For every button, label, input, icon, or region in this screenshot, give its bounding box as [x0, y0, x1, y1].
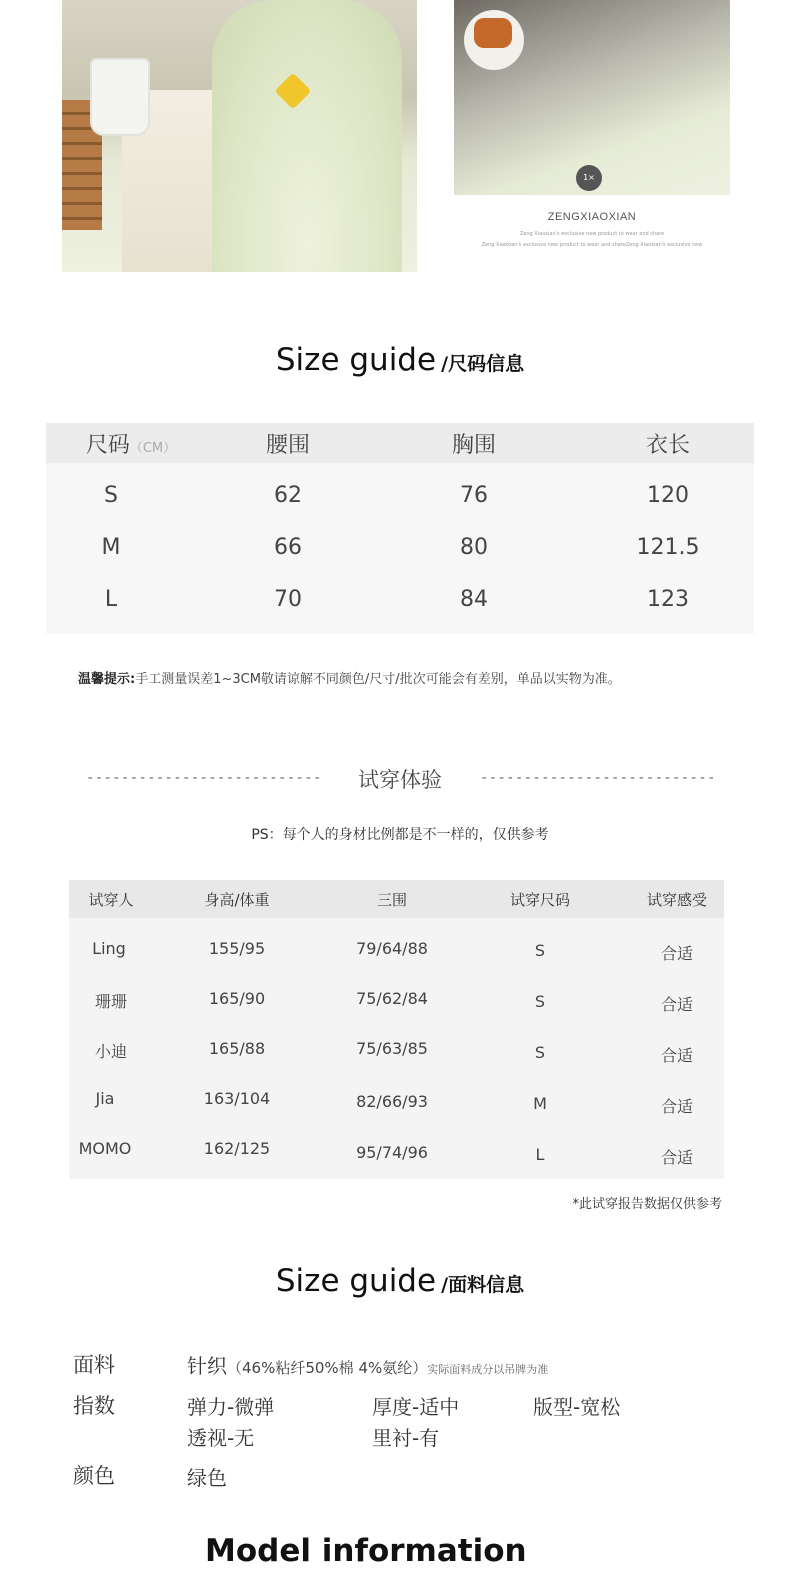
measurements-cell: 79/64/88	[356, 939, 428, 958]
length-cell: 121.5	[636, 535, 700, 560]
height-weight-cell: 165/90	[208, 989, 266, 1008]
measurements-cell: 82/66/93	[356, 1092, 428, 1111]
size-table-header	[46, 423, 754, 463]
tip-text: 手工测量误差1~3CM敬请谅解不同颜色/尺寸/批次可能会有差别，单品以实物为准。	[135, 672, 621, 687]
dress-graphic	[212, 0, 402, 272]
height-weight-cell: 163/104	[203, 1089, 271, 1108]
measurements-cell: 95/74/96	[356, 1143, 428, 1162]
header-measurements: 三围	[376, 891, 408, 909]
header-size: 尺码（CM）	[85, 433, 177, 458]
size-cell: S	[104, 483, 118, 508]
thickness-value: 厚度-适中	[372, 1395, 460, 1419]
fabric-title-en: Size guide	[275, 1263, 437, 1299]
fabric-note: 实际面料成分以吊牌为准	[427, 1363, 549, 1376]
header-fit-feeling: 试穿感受	[646, 891, 708, 909]
tester-cell: Jia	[95, 1089, 115, 1108]
size-guide-heading	[0, 342, 800, 378]
fit-type-value: 版型-宽松	[533, 1395, 621, 1419]
size-cell: L	[104, 587, 118, 612]
tryon-table-header	[69, 880, 724, 918]
tried-size-cell: S	[534, 992, 546, 1011]
sheerness-value: 透视-无	[187, 1426, 255, 1450]
height-weight-cell: 165/88	[208, 1039, 266, 1058]
brand-tagline: Zeng Xiaoxian's exclusive new product to wear and share	[519, 231, 665, 237]
height-weight-cell: 155/95	[208, 939, 266, 958]
header-tester: 试穿人	[88, 891, 134, 909]
fit-cell: 合适	[660, 1148, 694, 1167]
logo-badge-icon: 1×	[576, 165, 602, 191]
elasticity-value: 弹力-微弹	[187, 1395, 275, 1419]
header-chest: 胸围	[451, 433, 497, 458]
measurements-cell: 75/63/85	[356, 1039, 428, 1058]
size-guide-title-cn: /尺码信息	[441, 353, 525, 375]
tryon-note: *此试穿报告数据仅供参考	[572, 1197, 722, 1212]
chest-cell: 80	[460, 535, 488, 560]
tester-cell: 小迪	[94, 1042, 128, 1061]
tried-size-cell: M	[533, 1094, 547, 1113]
measurements-cell: 75/62/84	[356, 989, 428, 1008]
tester-cell: MOMO	[78, 1139, 132, 1158]
chest-cell: 84	[460, 587, 488, 612]
lining-value: 里衬-有	[372, 1426, 440, 1450]
header-unit: （CM）	[129, 441, 177, 456]
tester-cell: 珊珊	[94, 992, 128, 1011]
fabric-label: 面料	[73, 1353, 115, 1377]
tester-cell: Ling	[92, 939, 126, 958]
length-cell: 120	[647, 483, 689, 508]
brand-name: ZENGXIAOXIAN	[547, 211, 637, 223]
index-label: 指数	[73, 1394, 115, 1418]
waist-cell: 62	[274, 483, 302, 508]
tryon-ps: PS：每个人的身材比例都是不一样的，仅供参考	[251, 827, 549, 843]
tried-size-cell: S	[534, 941, 546, 960]
header-tried-size: 试穿尺码	[509, 891, 571, 909]
tried-size-cell: L	[535, 1145, 545, 1164]
product-photo-detail	[454, 0, 730, 195]
fit-cell: 合适	[660, 944, 694, 963]
bread-graphic	[474, 18, 512, 48]
color-label: 颜色	[73, 1464, 115, 1488]
length-cell: 123	[647, 587, 689, 612]
tip-label: 温馨提示:	[78, 672, 136, 687]
tried-size-cell: S	[534, 1043, 546, 1062]
cup-graphic	[90, 58, 150, 136]
fit-cell: 合适	[660, 995, 694, 1014]
color-value: 绿色	[187, 1466, 227, 1490]
fabric-composition: （46%粘纤50%棉 4%氨纶）	[227, 1359, 428, 1377]
tryon-table	[69, 880, 724, 1179]
fabric-value: 针织（46%粘纤50%棉 4%氨纶）实际面料成分以吊牌为准	[187, 1354, 549, 1378]
size-guide-title-en: Size guide	[275, 342, 437, 378]
header-waist: 腰围	[265, 433, 311, 458]
brand-tagline-2: Zeng Xiaoxian's exclusive new product to wear and shareZeng Xiaoxian's exclusive new	[481, 242, 703, 248]
measurement-tip	[78, 668, 621, 687]
divider-left: ---------------------------	[86, 770, 322, 786]
chest-cell: 76	[460, 483, 488, 508]
waist-cell: 70	[274, 587, 302, 612]
fit-cell: 合适	[660, 1097, 694, 1116]
height-weight-cell: 162/125	[203, 1139, 271, 1158]
fabric-heading	[0, 1263, 800, 1299]
size-table	[46, 423, 754, 634]
divider-right: ---------------------------	[480, 770, 716, 786]
header-height-weight: 身高/体重	[204, 891, 270, 909]
tryon-title: 试穿体验	[358, 768, 442, 792]
model-info-heading-partial: Model information	[205, 1533, 527, 1569]
waist-cell: 66	[274, 535, 302, 560]
fit-cell: 合适	[660, 1046, 694, 1065]
product-photo-model	[62, 0, 417, 272]
header-length: 衣长	[645, 433, 691, 458]
fabric-title-cn: /面料信息	[441, 1274, 525, 1296]
size-cell: M	[101, 535, 121, 560]
